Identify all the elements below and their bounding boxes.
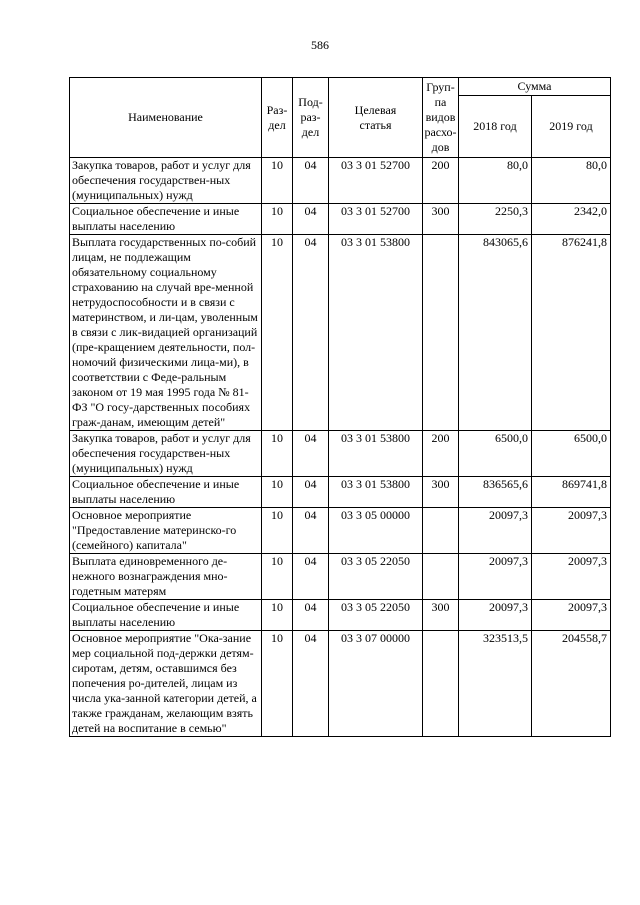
row-razdel: 10: [262, 600, 293, 631]
row-podrazdel: 04: [293, 508, 329, 554]
table-row: [70, 600, 611, 631]
table-row: [70, 204, 611, 235]
page-number: 586: [311, 38, 329, 52]
row-target-article: 03 3 01 53800: [329, 477, 423, 508]
row-podrazdel: 04: [293, 477, 329, 508]
row-expense-group: [423, 554, 459, 600]
row-sum-2018: 6500,0: [459, 431, 532, 477]
row-sum-2019: 6500,0: [532, 431, 611, 477]
header-razdel: Раз- дел: [262, 78, 293, 158]
row-sum-2019: 20097,3: [532, 600, 611, 631]
row-razdel: 10: [262, 204, 293, 235]
table-row: [70, 508, 611, 554]
budget-table: [69, 77, 611, 737]
row-name: Выплата единовременного де-нежного вознаграждения мно-годетным матерям: [70, 554, 262, 600]
row-name: Основное мероприятие "Ока-зание мер социальной под-держки детям-сиротам, детям, оставшимся без попечения ро-дителей, лицам из числа ука-занной категории детей, а также гражданам, желающим взять детей на воспитание в семью": [70, 631, 262, 737]
row-podrazdel: 04: [293, 631, 329, 737]
table-row: [70, 631, 611, 737]
row-target-article: 03 3 01 52700: [329, 158, 423, 204]
row-target-article: 03 3 05 00000: [329, 508, 423, 554]
row-podrazdel: 04: [293, 158, 329, 204]
row-sum-2018: 80,0: [459, 158, 532, 204]
table-row: [70, 431, 611, 477]
row-name: Выплата государственных по-собий лицам, не подлежащим обязательному социальному страхованию на случай вре-менной нетрудоспособности и в связи с материнством, и ли-цам, уволенным в связи с лик-видацией организаций (пре-кращением деятельности, пол-номочий физическими лица-ми), в соответствии с Феде-ральным законом от 19 мая 1995 года № 81-ФЗ "О госу-дарственных пособиях граж-данам, имеющим детей": [70, 235, 262, 431]
row-target-article: 03 3 07 00000: [329, 631, 423, 737]
row-sum-2018: 323513,5: [459, 631, 532, 737]
row-sum-2019: 204558,7: [532, 631, 611, 737]
header-2018: 2018 год: [459, 96, 532, 158]
row-razdel: 10: [262, 554, 293, 600]
row-name: Социальное обеспечение и иные выплаты населению: [70, 477, 262, 508]
row-sum-2019: 2342,0: [532, 204, 611, 235]
row-sum-2018: 20097,3: [459, 508, 532, 554]
row-sum-2019: 876241,8: [532, 235, 611, 431]
row-razdel: 10: [262, 158, 293, 204]
row-target-article: 03 3 01 53800: [329, 235, 423, 431]
row-razdel: 10: [262, 235, 293, 431]
row-expense-group: [423, 631, 459, 737]
table-row: [70, 477, 611, 508]
row-sum-2018: 20097,3: [459, 554, 532, 600]
row-expense-group: [423, 508, 459, 554]
row-sum-2018: 836565,6: [459, 477, 532, 508]
row-expense-group: 300: [423, 477, 459, 508]
row-expense-group: 200: [423, 431, 459, 477]
header-name: Наименование: [70, 78, 262, 158]
row-sum-2018: 843065,6: [459, 235, 532, 431]
row-sum-2018: 20097,3: [459, 600, 532, 631]
row-expense-group: 300: [423, 204, 459, 235]
row-target-article: 03 3 05 22050: [329, 554, 423, 600]
row-podrazdel: 04: [293, 204, 329, 235]
row-expense-group: 300: [423, 600, 459, 631]
row-sum-2019: 20097,3: [532, 554, 611, 600]
header-expense-group: Груп- па видов расхо- дов: [423, 78, 459, 158]
header-target-article: Целевая статья: [329, 78, 423, 158]
row-sum-2019: 20097,3: [532, 508, 611, 554]
table-row: [70, 158, 611, 204]
row-podrazdel: 04: [293, 235, 329, 431]
row-sum-2019: 80,0: [532, 158, 611, 204]
row-target-article: 03 3 01 53800: [329, 431, 423, 477]
row-razdel: 10: [262, 477, 293, 508]
row-name: Закупка товаров, работ и услуг для обеспечения государствен-ных (муниципальных) нужд: [70, 158, 262, 204]
header-sum: Сумма: [459, 78, 611, 96]
row-podrazdel: 04: [293, 431, 329, 477]
row-target-article: 03 3 01 52700: [329, 204, 423, 235]
row-podrazdel: 04: [293, 600, 329, 631]
row-target-article: 03 3 05 22050: [329, 600, 423, 631]
header-podrazdel: Под- раз- дел: [293, 78, 329, 158]
row-expense-group: 200: [423, 158, 459, 204]
row-name: Основное мероприятие "Предоставление материнско-го (семейного) капитала": [70, 508, 262, 554]
row-name: Закупка товаров, работ и услуг для обеспечения государствен-ных (муниципальных) нужд: [70, 431, 262, 477]
row-sum-2018: 2250,3: [459, 204, 532, 235]
row-name: Социальное обеспечение и иные выплаты населению: [70, 600, 262, 631]
row-expense-group: [423, 235, 459, 431]
row-razdel: 10: [262, 431, 293, 477]
row-name: Социальное обеспечение и иные выплаты населению: [70, 204, 262, 235]
table-row: [70, 554, 611, 600]
row-podrazdel: 04: [293, 554, 329, 600]
table-row: [70, 235, 611, 431]
row-sum-2019: 869741,8: [532, 477, 611, 508]
row-razdel: 10: [262, 631, 293, 737]
header-2019: 2019 год: [532, 96, 611, 158]
row-razdel: 10: [262, 508, 293, 554]
